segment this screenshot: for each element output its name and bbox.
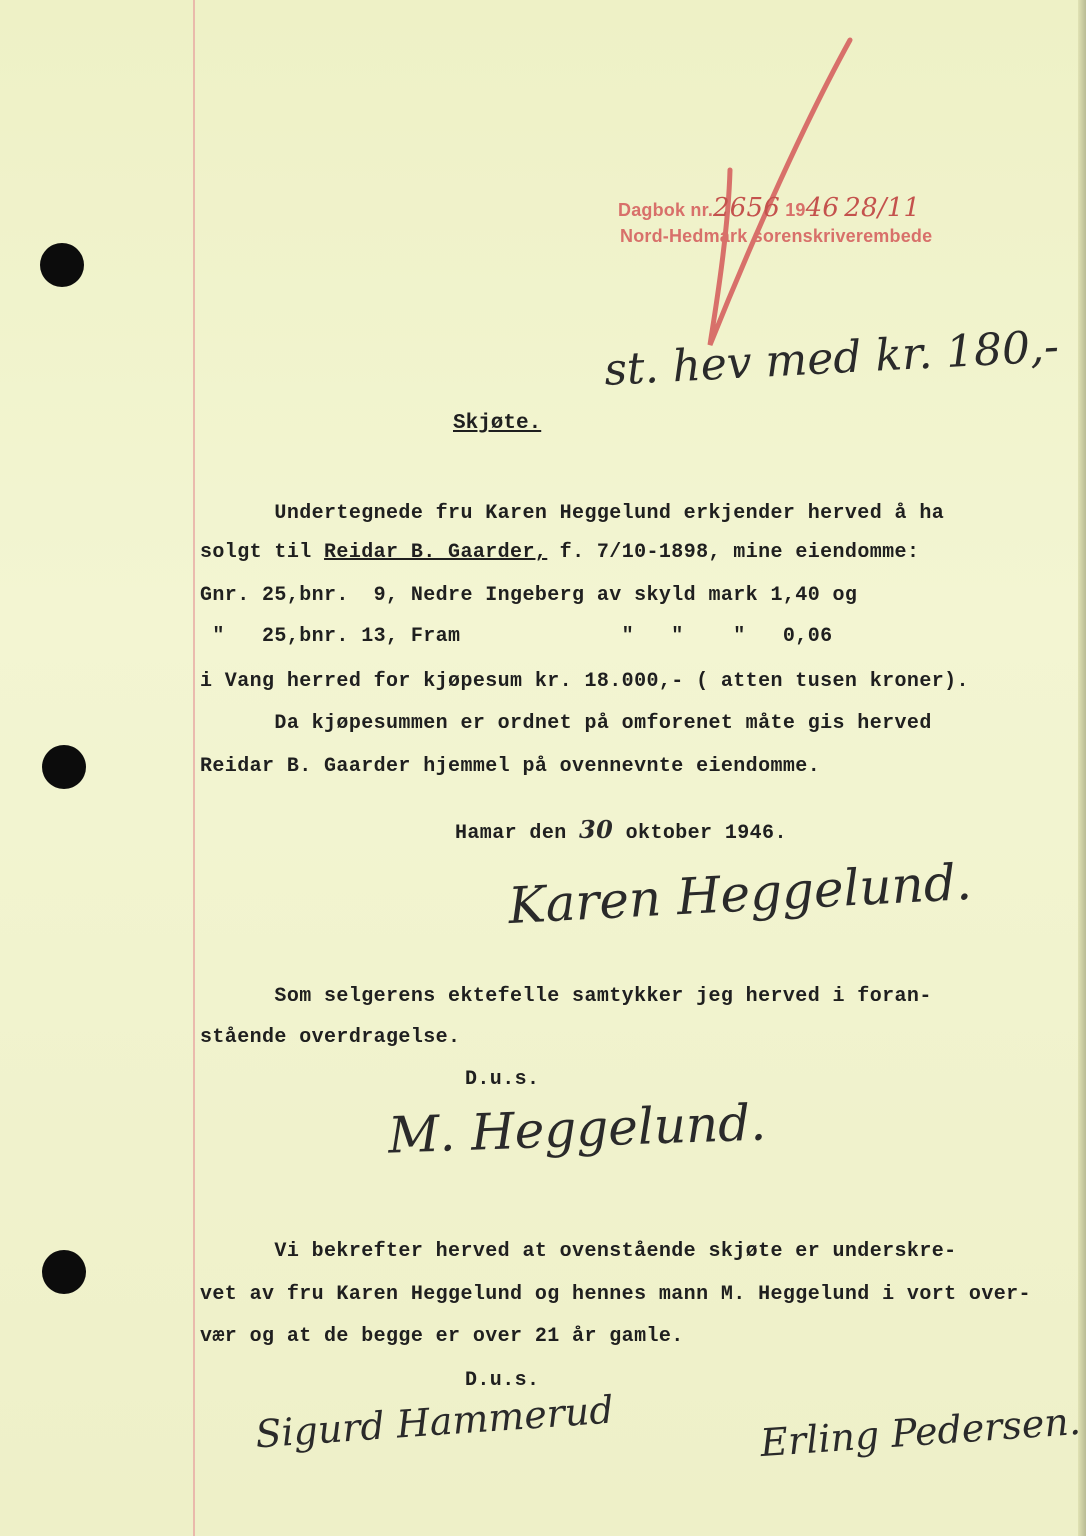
buyer-name: Reidar B. Gaarder,: [324, 541, 548, 564]
paragraph-line: Reidar B. Gaarder hjemmel på ovennevnte eiendomme.: [200, 755, 821, 778]
paragraph-line: Gnr. 25,bnr. 9, Nedre Ingeberg av skyld mark 1,40 og: [200, 584, 858, 607]
margin-rule: [193, 0, 195, 1536]
signature-witness-1: Sigurd Hammerud: [253, 1387, 615, 1457]
consent-line: Som selgerens ektefelle samtykker jeg herved i foran-: [200, 985, 932, 1008]
stamp-office: Nord-Hedmark sorenskriverembede: [620, 226, 933, 246]
place-date-prefix: Hamar den: [455, 822, 567, 845]
text-segment: f. 7/10-1898, mine eiendomme:: [547, 541, 920, 564]
stamp-year-suffix: 46: [805, 193, 840, 223]
punch-hole: [42, 1250, 86, 1294]
text-segment: solgt til: [200, 541, 325, 564]
witness-line: vær og at de begge er over 21 år gamle.: [200, 1325, 684, 1348]
punch-hole: [40, 243, 84, 287]
signature-spouse: M. Heggelund.: [387, 1093, 767, 1165]
punch-hole: [42, 745, 86, 789]
journal-stamp: [618, 193, 920, 223]
page-edge: [1078, 0, 1086, 1536]
place-date-day: 30: [579, 815, 614, 844]
paragraph-line: [200, 541, 919, 564]
witness-line: vet av fru Karen Heggelund og hennes mann M. Heggelund i vort over-: [200, 1283, 1031, 1306]
stamp-year-prefix: 19: [785, 200, 806, 220]
paragraph-line: " 25,bnr. 13, Fram " " " 0,06: [200, 625, 833, 648]
place-date-suffix: oktober 1946.: [625, 822, 787, 845]
dus-label: D.u.s.: [465, 1068, 540, 1091]
dus-label: D.u.s.: [465, 1369, 540, 1392]
witness-line: Vi bekrefter herved at ovenstående skjøte er underskre-: [200, 1240, 957, 1263]
paragraph-line: Undertegnede fru Karen Heggelund erkjender herved å ha: [200, 502, 945, 525]
consent-line: stående overdragelse.: [200, 1026, 461, 1049]
red-check-mark: [700, 30, 860, 350]
signature-witness-2: Erling Pedersen.: [758, 1398, 1083, 1466]
paragraph-line: Da kjøpesummen er ordnet på omforenet måte gis herved: [200, 712, 932, 735]
handwritten-fee-note: st. hev med kr. 180,-: [602, 321, 1061, 396]
stamp-date: 28/11: [844, 193, 921, 223]
place-date: [455, 815, 787, 845]
signature-seller: Karen Heggelund.: [506, 852, 974, 936]
paragraph-line: i Vang herred for kjøpesum kr. 18.000,- ( atten tusen kroner).: [200, 670, 969, 693]
document-title: Skjøte.: [453, 412, 542, 435]
stamp-dagbok-prefix: Dagbok nr.: [618, 200, 714, 220]
stamp-dagbok-number: 2656: [713, 193, 780, 223]
